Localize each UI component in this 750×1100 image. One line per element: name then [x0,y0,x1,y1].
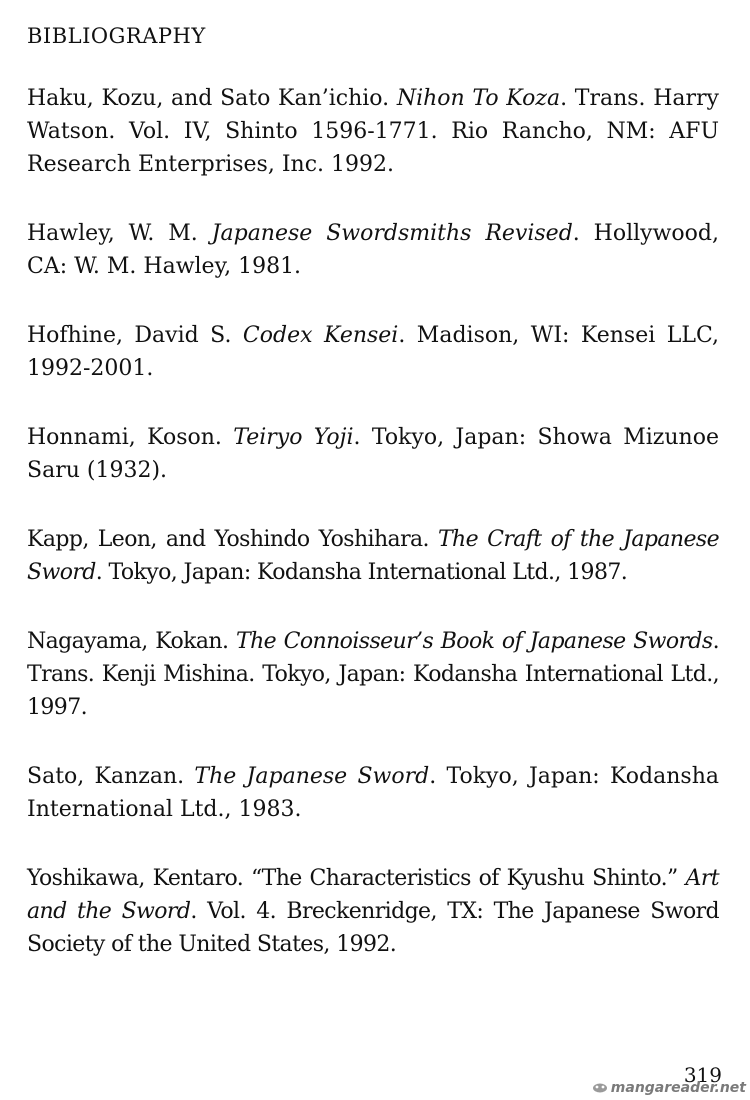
entry-title: Codex Kensei [242,323,399,348]
watermark-logo-icon [592,1082,608,1094]
entry-title: The Connoisseur’s Book of Japanese Swords [236,629,713,654]
entry-authors: Honnami, Koson. [27,425,234,450]
entry-publication: . Vol. 4. Breckenridge, TX: The Japanese Sword Society of the United States, 1992. [27,899,719,957]
entry-title: Teiryo Yoji [233,425,354,450]
page-number: 319 [683,1063,722,1087]
entry-title: Art and the Sword [27,866,719,924]
entry-publication: . Tokyo, Japan: Kodansha International Ltd., 1987. [95,560,628,585]
entry-title: The Craft of the Japanese Sword [27,527,719,585]
entry-title: The Japanese Sword [194,764,430,789]
bibliography-entry [27,421,719,487]
entry-publication: . Hollywood, CA: W. M. Hawley, 1981. [27,221,720,279]
bibliography-entry [27,862,719,961]
bibliography-entry [27,319,719,385]
page-heading: BIBLIOGRAPHY [27,24,206,48]
bibliography-entry [27,625,719,724]
bibliography-entry [27,760,719,826]
entry-authors: Hofhine, David S. [27,323,243,348]
entry-publication: . Trans. Harry Watson. Vol. IV, Shinto 1596-1771. Rio Rancho, NM: AFU Research Enterprises, Inc. 1992. [27,86,719,177]
bibliography-entry [27,217,719,283]
entry-publication: . Tokyo, Japan: Showa Mizunoe Saru (1932). [27,425,719,483]
bibliography-entry [27,523,719,589]
bibliography-entry [27,82,719,181]
entry-authors: Kapp, Leon, and Yoshindo Yoshihara. [27,527,438,552]
entry-title: Japanese Swordsmiths Revised [211,221,573,246]
bibliography-list [27,82,719,997]
entry-publication: . Trans. Kenji Mishina. Tokyo, Japan: Kodansha International Ltd., 1997. [27,629,719,720]
watermark-text: mangareader.net [610,1080,746,1096]
entry-publication: . Madison, WI: Kensei LLC, 1992-2001. [27,323,719,381]
entry-authors: Yoshikawa, Kentaro. “The Characteristics of Kyushu Shinto.” [27,866,686,891]
entry-authors: Sato, Kanzan. [27,764,195,789]
entry-title: Nihon To Koza [396,86,561,111]
entry-publication: . Tokyo, Japan: Kodansha International Ltd., 1983. [27,764,719,822]
entry-authors: Hawley, W. M. [27,221,212,246]
entry-authors: Haku, Kozu, and Sato Kan’ichio. [27,86,397,111]
entry-authors: Nagayama, Kokan. [27,629,236,654]
watermark [592,1080,746,1096]
